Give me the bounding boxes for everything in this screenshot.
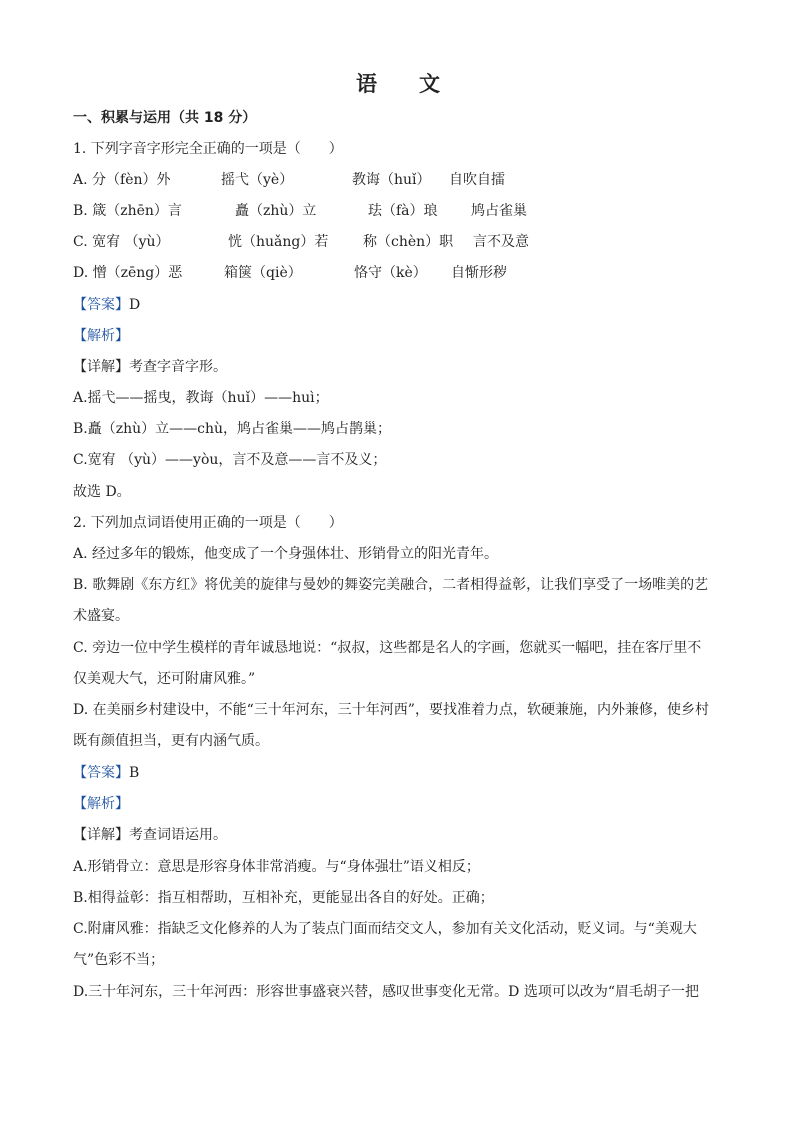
q2-answer-value: B xyxy=(129,765,140,781)
q2-answer xyxy=(73,763,723,783)
q2-option-a: A. 经过多年的锻炼，他变成了一个身强体壮、形销骨立的阳光青年。 xyxy=(73,546,499,562)
q2-option-c: C. 旁边一位中学生模样的青年诚恳地说：“叔叔，这些都是名人的字画，您就买一幅吧，挂在客厅里不 xyxy=(73,640,702,656)
q1-note-a: A.摇弋——摇曳，教诲（huǐ）——huì； xyxy=(73,390,329,406)
q1-analysis-tag: 【解析】 xyxy=(73,328,129,344)
q2-option-d-cont: 既有颜值担当，更有内涵气质。 xyxy=(73,733,269,749)
q2-detail-text: 考查词语运用。 xyxy=(129,827,227,843)
q2-option-d: D. 在美丽乡村建设中，不能“三十年河东，三十年河西”，要找准着力点，软硬兼施，内外兼修，使乡村 xyxy=(73,702,709,718)
q1-stem: 1. 下列字音字形完全正确的一项是（ ） xyxy=(73,141,343,157)
q2-option-b-cont: 术盛宴。 xyxy=(73,608,129,624)
q1-note-c: C.宽宥 （yù）——yòu，言不及意——言不及义； xyxy=(73,452,387,468)
q1-d-3: 恪守（kè） xyxy=(354,265,427,281)
q1-conclusion: 故选 D。 xyxy=(73,484,131,500)
q1-answer-value: D xyxy=(129,297,141,313)
q1-b-4: 鸠占雀巢 xyxy=(471,203,527,219)
q1-a-1: A. 分（fèn）外 xyxy=(73,172,171,188)
q1-c-2: 恍（huǎng）若 xyxy=(228,234,329,250)
q1-a-3: 教诲（huǐ） xyxy=(352,172,431,188)
q1-detail-tag: 【详解】 xyxy=(73,359,129,375)
q2-option-c-cont: 仅美观大气，还可附庸风雅。” xyxy=(73,671,256,687)
q2-option-b: B. 歌舞剧《东方红》将优美的旋律与曼妙的舞姿完美融合，二者相得益彰，让我们享受了一场唯美的艺 xyxy=(73,577,709,593)
q1-c-3: 称（chèn）职 xyxy=(363,234,454,250)
q2-note-b: B.相得益彰：指互相帮助，互相补充，更能显出各自的好处。正确； xyxy=(73,890,494,906)
q1-a-4: 自吹自擂 xyxy=(449,172,505,188)
q1-a-2: 摇弋（yè） xyxy=(221,172,294,188)
q2-answer-tag: 【答案】 xyxy=(73,765,129,781)
q1-detail xyxy=(73,357,723,377)
q1-b-2: 矗（zhù）立 xyxy=(235,203,317,219)
page-title: 语文 xyxy=(356,72,482,96)
q1-answer-tag: 【答案】 xyxy=(73,297,129,313)
q1-d-2: 箱箧（qiè） xyxy=(224,265,302,281)
section-heading: 一、积累与运用（共 18 分） xyxy=(73,110,257,126)
q1-c-4: 言不及意 xyxy=(473,234,529,250)
q2-note-a: A.形销骨立：意思是形容身体非常消瘦。与“身体强壮”语义相反； xyxy=(73,859,480,875)
q2-detail xyxy=(73,825,723,845)
q2-analysis-tag: 【解析】 xyxy=(73,796,129,812)
q1-note-b: B.矗（zhù）立——chù，鸠占雀巢——鸠占鹊巢； xyxy=(73,421,392,437)
q1-d-1: D. 憎（zēng）恶 xyxy=(73,265,183,281)
q1-b-1: B. 箴（zhēn）言 xyxy=(73,203,182,219)
q2-stem: 2. 下列加点词语使用正确的一项是（ ） xyxy=(73,515,343,531)
q2-detail-tag: 【详解】 xyxy=(73,827,129,843)
q1-answer xyxy=(73,295,723,315)
q2-note-c-cont: 气”色彩不当； xyxy=(73,952,165,968)
q1-detail-text: 考查字音字形。 xyxy=(129,359,227,375)
q1-d-4: 自惭形秽 xyxy=(451,265,507,281)
q2-note-c: C.附庸风雅：指缺乏文化修养的人为了装点门面而结交文人，参加有关文化活动，贬义词。与“美观大 xyxy=(73,921,697,937)
q1-c-1: C. 宽宥 （yù） xyxy=(73,234,170,250)
q1-b-3: 珐（fà）琅 xyxy=(368,203,438,219)
q2-note-d: D.三十年河东，三十年河西：形容世事盛衰兴替，感叹世事变化无常。D 选项可以改为“眉毛胡子一把 xyxy=(73,984,700,1000)
